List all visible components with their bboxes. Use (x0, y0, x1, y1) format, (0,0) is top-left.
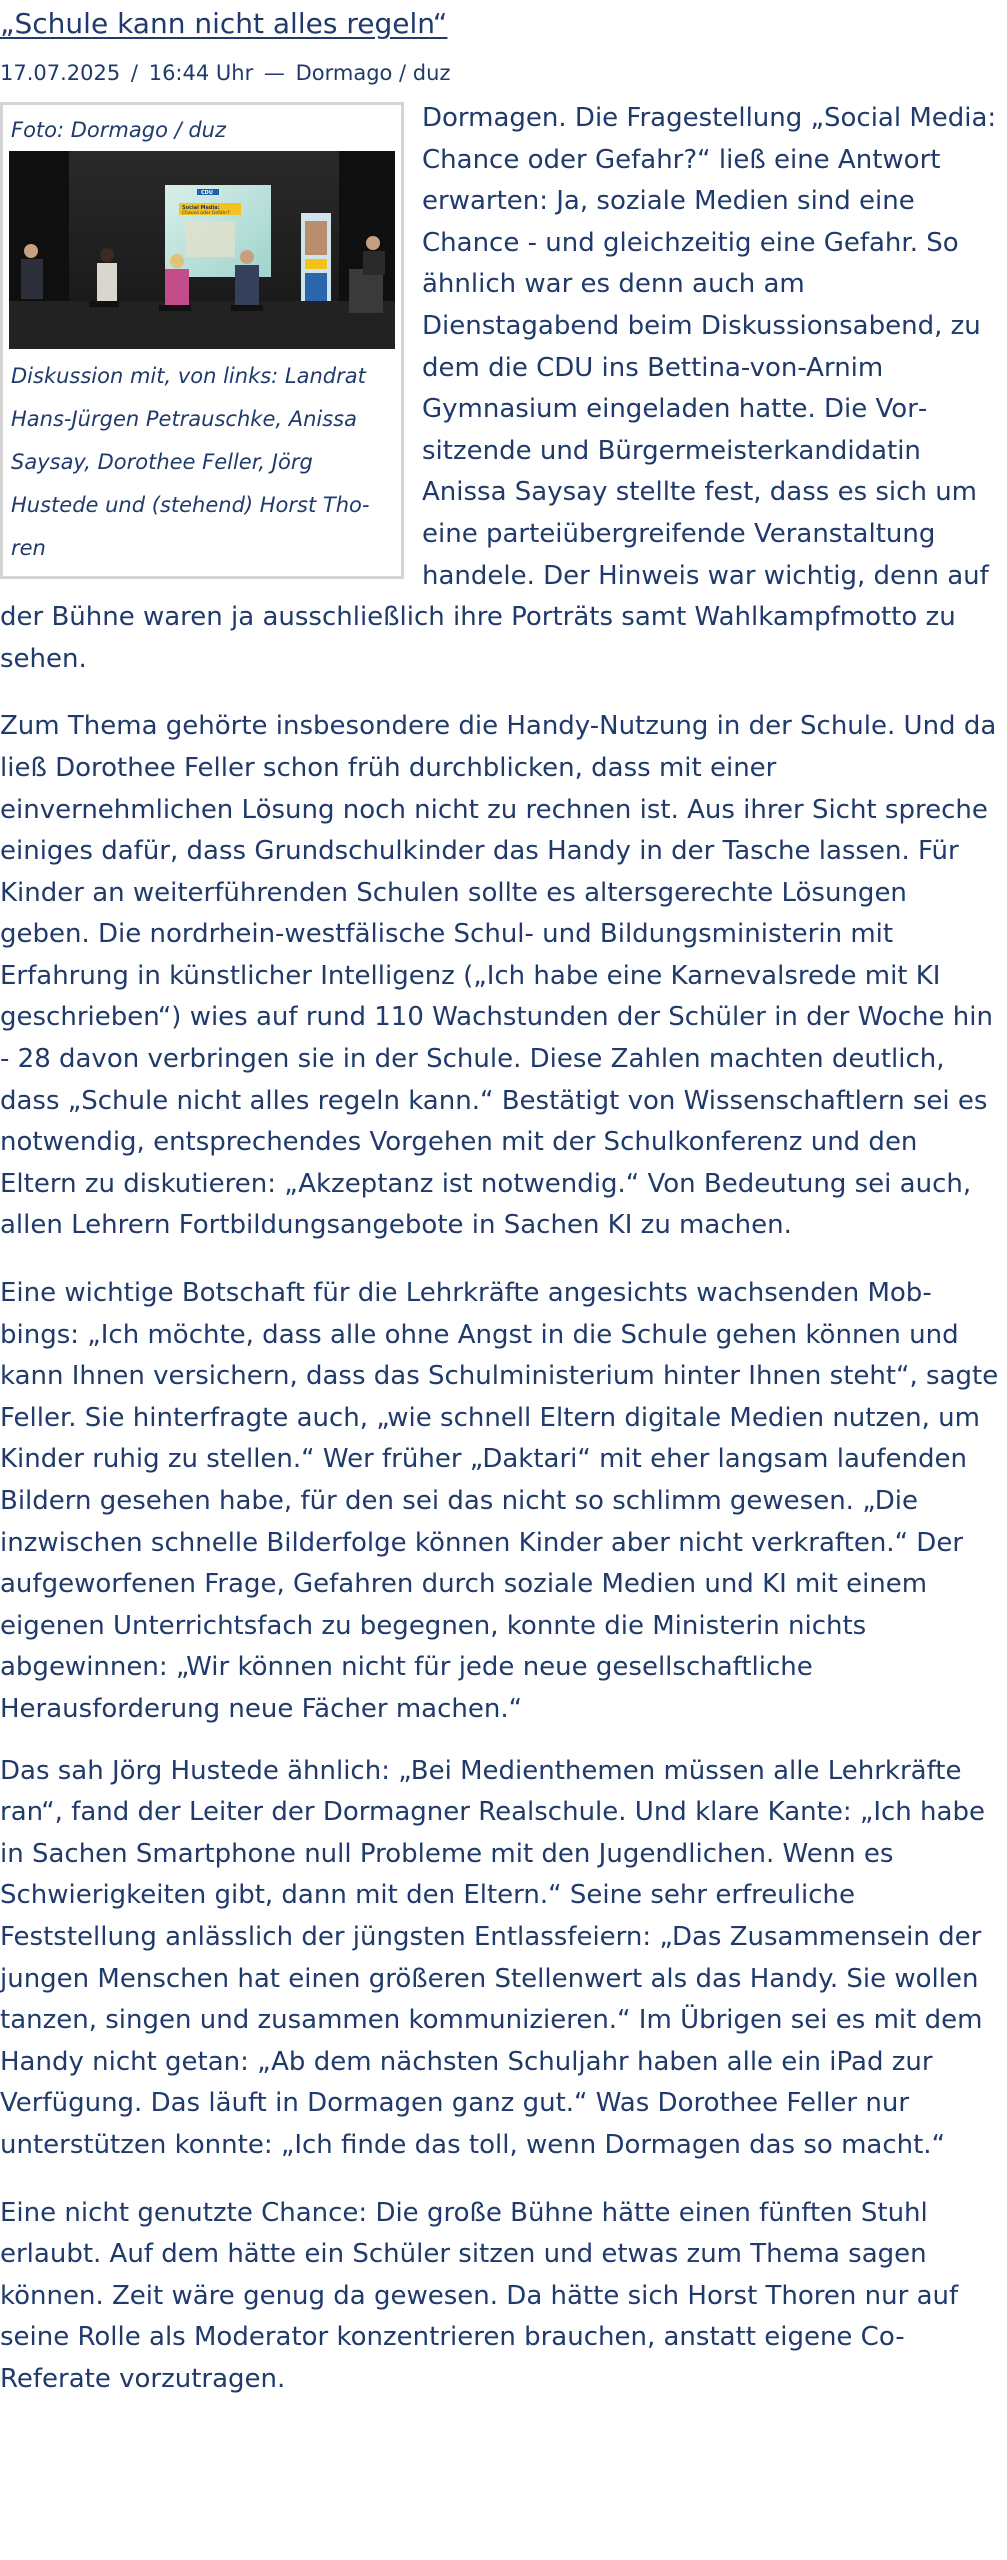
meta-date: 17.07.2025 (0, 61, 121, 85)
paragraph-intro: Dormagen. Die Fragestellung „Social Media: Chance oder Gefahr?“ ließ eine Antwort erwarten: Ja, soziale Medien sind eine Chance - und gleichzeitig eine Gefahr. So ähnlich war es denn auch am Dienstagabend beim Diskussionsabend, zu dem die CDU ins Bettina-von-Arnim Gymnasium eingeladen hatte. Die Vorsitzende und Bürgermeisterkandidatin Anissa Saysay stellte fest, dass es sich um eine parteiübergreifende Veranstaltung handele. Der Hinweis war wichtig, denn auf der Bühne waren ja ausschließlich ihre Porträts samt Wahlkampfmotto zu sehen. (0, 103, 997, 674)
paragraph-hustede: Das sah Jörg Hustede ähnlich: „Bei Medienthemen müssen alle Lehrkräfte ran“, fand der Leiter der Dormagner Realschule. Und klare Kante: „Ich habe in Sachen Smartphone null Probleme mit den Jugendlichen. Wenn es Schwierigkeiten gibt, dann mit den Eltern.“ Seine sehr erfreuliche Feststellung anlässlich der jüngsten Entlassfeiern: „Das Zusammensein der jungen Menschen hat einen größeren Stellenwert als das Handy. Sie wollen tanzen, singen und zusammen kommunizieren.“ Im Übrigen sei es mit dem Handy nicht getan: „Ab dem nächsten Schuljahr haben alle ein iPad zur Verfügung. Das läuft in Dormagen ganz gut.“ Was Dorothee Feller nur unterstützen konnte: „Ich finde das toll, wenn Dormagen das so macht.“ (0, 1755, 985, 2160)
article-headline-link[interactable]: „Schule kann nicht alles regeln“ (0, 7, 448, 40)
article-body (0, 98, 1000, 2400)
meta-source: Dormago / duz (295, 61, 451, 85)
event-photo[interactable] (9, 151, 395, 349)
photo-caption: Diskussion mit, von links: Landrat Hans-Jürgen Petrauschke, Anissa Saysay, Dorothee Feller, Jörg Hustede und (stehend) Horst Thoren (11, 364, 370, 560)
screen-title-line-2: Chance oder Gefahr? (182, 211, 230, 216)
paragraph-mobbing: Eine wichtige Botschaft für die Lehrkräfte angesichts wachsenden Mobbings: „Ich möchte, dass alle ohne Angst in die Schule gehen können und kann Ihnen versichern, dass das Schulministerium hinter Ihnen steht“, sagte Feller. Sie hinterfragte auch, „wie schnell Eltern digitale Medien nutzen, um Kinder ruhig zu stellen.“ Wer früher „Daktari“ mit eher langsam laufenden Bildern gesehen habe, für den sei das nicht so schlimm gewesen. „Die inzwischen schnelle Bilderfolge können Kinder aber nicht verkraften.“ Der aufgeworfenen Frage, Gefahren durch soziale Medien und KI mit einem eigenen Unterrichtsfach zu begegnen, konnte die Ministerin nichts abgewinnen: „Wir können nicht für jede neue gesellschaftliche Herausforderung neue Fächer machen.“ (0, 1278, 999, 1724)
meta-time: 16:44 Uhr (148, 61, 254, 85)
photo-credit: Foto: Dormago / duz (11, 118, 227, 142)
screen-logo-text: CDU (201, 190, 213, 196)
photo-figure (0, 102, 404, 579)
paragraph-chance: Eine nicht genutzte Chance: Die große Bühne hätte einen fünften Stuhl erlaubt. Auf dem hätte ein Schüler sitzen und etwas zum Thema sagen können. Zeit wäre genug da gewesen. Da hätte sich Horst Thoren nur auf seine Rolle als Moderator konzentrieren brauchen, anstatt eigene Co-Referate vorzutragen. (0, 2197, 959, 2394)
screen-title-line-1: Social Media: (182, 205, 220, 211)
paragraph-handy: Zum Thema gehörte insbesondere die Handy-Nutzung in der Schule. Und da ließ Dorothee Feller schon früh durchblicken, dass mit einer einvernehmlichen Lösung noch nicht zu rechnen ist. Aus ihrer Sicht spreche einiges dafür, dass Grundschulkinder das Handy in der Tasche lassen. Für Kinder an weiterführenden Schulen sollte es altersgerechte Lösungen geben. Die nordrhein-westfälische Schul- und Bildungsministerin mit Erfahrung in künstlicher Intelligenz („Ich habe eine Karnevalsrede mit KI geschrieben“) wies auf rund 110 Wachstunden der Schüler in der Woche hin - 28 davon verbringen sie in der Schule. Diese Zahlen machten deutlich, dass „Schule nicht alles regeln kann.“ Bestätigt von Wissenschaftlern sei es notwendig, entsprechendes Vorgehen mit der Schulkonferenz und den Eltern zu diskutieren: „Akzeptanz ist notwendig.“ Von Bedeutung sei auch, allen Lehrern Fortbildungsangebote in Sachen KI zu machen. (0, 711, 997, 1241)
article-meta: 17.07.2025 / 16:44 Uhr — Dormago / duz (0, 61, 451, 85)
